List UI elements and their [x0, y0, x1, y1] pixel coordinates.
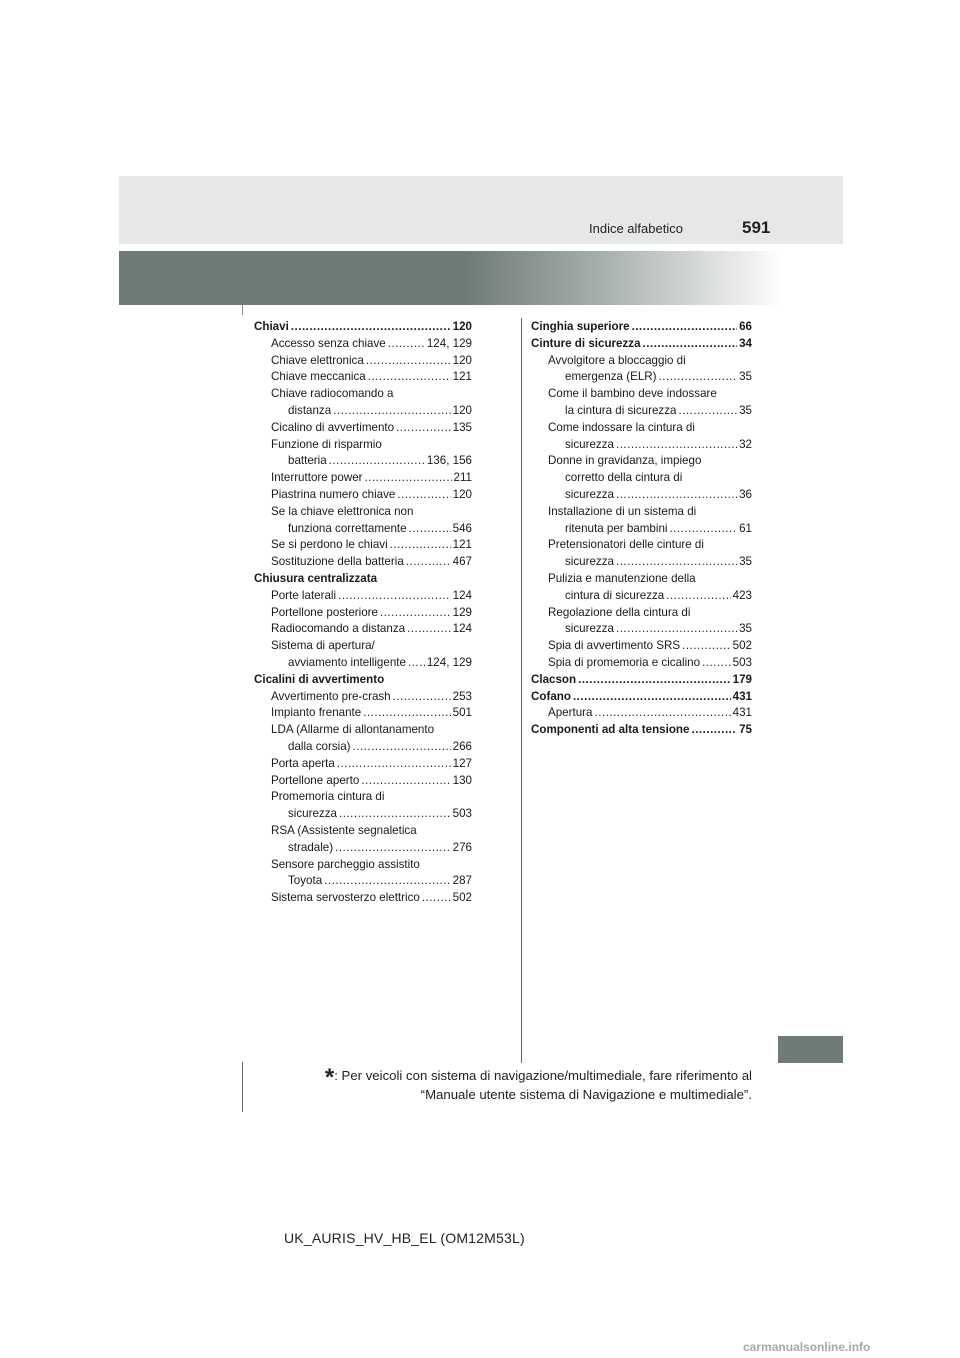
index-entry-label: sicurezza	[565, 437, 614, 451]
index-entry	[254, 605, 472, 622]
footnote-line-2: “Manuale utente sistema di Navigazione e multimediale”.	[420, 1087, 752, 1102]
footnote-line-1: : Per veicoli con sistema di navigazione/multimediale, fare riferimento al	[334, 1068, 752, 1083]
index-entry-label: dalla corsia)	[288, 739, 351, 753]
index-entry	[254, 537, 472, 554]
index-entry-page: 124	[452, 588, 472, 602]
index-entry-label: Apertura	[548, 706, 593, 720]
index-entry-label: Radiocomando a distanza	[271, 622, 406, 636]
dot-leader	[616, 487, 737, 504]
index-entry-label: Spia di promemoria e cicalino	[548, 655, 701, 669]
index-entry-label: Cicalini di avvertimento	[254, 672, 385, 686]
index-entry-label: Interruttore power	[271, 471, 363, 485]
index-entry	[254, 806, 472, 823]
index-entry	[254, 689, 472, 706]
index-entry	[254, 705, 472, 722]
index-entry	[254, 470, 472, 487]
index-entry	[254, 504, 472, 521]
index-entry	[531, 353, 752, 370]
index-entry-page: 211	[453, 471, 472, 485]
index-entry-label: corretto della cintura di	[565, 471, 683, 485]
header-band	[119, 176, 843, 244]
dot-leader	[702, 655, 731, 672]
index-entry-page: 431	[732, 689, 752, 703]
index-entry	[531, 705, 752, 722]
index-entry	[254, 873, 472, 890]
column-divider	[521, 318, 522, 1063]
index-entry-page: 502	[732, 639, 752, 653]
dot-leader	[338, 588, 451, 605]
index-entry-page: 431	[732, 706, 752, 720]
index-entry-label: Cinture di sicurezza	[531, 336, 641, 350]
dot-leader	[396, 420, 451, 437]
index-entry	[254, 672, 472, 689]
index-entry-label: Avvertimento pre-crash	[271, 689, 391, 703]
index-entry	[531, 487, 752, 504]
index-entry	[531, 403, 752, 420]
index-entry-label: Se la chiave elettronica non	[271, 504, 414, 518]
index-entry-page: 121	[452, 538, 472, 552]
index-entry-label: batteria	[288, 454, 327, 468]
dot-leader	[409, 521, 451, 538]
index-entry-page: 129	[452, 605, 472, 619]
dot-leader	[691, 722, 737, 739]
index-entry-label: RSA (Assistente segnaletica	[271, 823, 417, 837]
index-entry	[254, 336, 472, 353]
dot-leader	[363, 705, 450, 722]
index-entry-page: 124	[452, 622, 472, 636]
index-entry	[531, 336, 752, 353]
index-entry	[531, 638, 752, 655]
index-entry-label: Come indossare la cintura di	[548, 420, 695, 434]
index-entry-label: stradale)	[288, 840, 334, 854]
dot-leader	[682, 638, 731, 655]
footnote	[308, 1066, 752, 1104]
index-entry-label: funziona correttamente	[288, 521, 407, 535]
index-entry	[531, 453, 752, 470]
index-entry-label: emergenza (ELR)	[565, 370, 657, 384]
dot-leader	[678, 403, 737, 420]
index-entry-label: Cinghia superiore	[531, 320, 630, 333]
index-entry-label: sicurezza	[565, 555, 614, 569]
watermark: carmanualsonline.info	[743, 1340, 871, 1354]
index-entry	[531, 537, 752, 554]
index-entry-label: cintura di sicurezza	[565, 588, 665, 602]
dot-leader	[408, 655, 425, 672]
section-tab-marker	[778, 1036, 843, 1063]
index-entry-label: Sistema servosterzo elettrico	[271, 891, 420, 905]
index-entry-page: 35	[739, 622, 752, 636]
dot-leader	[616, 554, 737, 571]
dot-leader	[573, 689, 731, 706]
index-entry-label: Impianto frenante	[271, 706, 362, 720]
page-number: 591	[742, 218, 771, 237]
dot-leader	[368, 369, 451, 386]
index-entry-label: Donne in gravidanza, impiego	[548, 454, 702, 468]
index-entry-label: la cintura di sicurezza	[565, 403, 677, 417]
index-entry	[254, 655, 472, 672]
index-entry	[254, 453, 472, 470]
dot-leader	[616, 621, 737, 638]
index-entry	[531, 672, 752, 689]
dot-leader	[594, 705, 730, 722]
document-code: UK_AURIS_HV_HB_EL (OM12M53L)	[284, 1230, 525, 1246]
index-entry	[254, 857, 472, 874]
index-entry	[254, 739, 472, 756]
index-entry-label: Chiusura centralizzata	[254, 571, 378, 585]
index-entry-label: Chiave meccanica	[271, 370, 366, 384]
index-entry-page: 75	[739, 723, 752, 737]
index-entry	[254, 789, 472, 806]
index-entry	[254, 353, 472, 370]
index-column-right	[531, 319, 752, 739]
index-entry	[531, 605, 752, 622]
dot-leader	[632, 319, 738, 336]
dot-leader	[659, 369, 738, 386]
index-entry	[254, 319, 472, 336]
index-entry-page: 135	[452, 420, 472, 434]
dot-leader	[339, 806, 451, 823]
index-entry	[254, 369, 472, 386]
index-entry-page: 127	[452, 756, 472, 770]
index-entry-label: Avvolgitore a bloccaggio di	[548, 353, 686, 367]
index-entry-label: Come il bambino deve indossare	[548, 387, 717, 401]
index-entry-page: 61	[739, 521, 752, 535]
index-entry	[254, 773, 472, 790]
dot-leader	[643, 336, 738, 353]
index-entry	[254, 722, 472, 739]
index-entry	[531, 386, 752, 403]
index-entry-page: 120	[452, 320, 472, 333]
dot-leader	[393, 689, 451, 706]
index-entry-label: Funzione di risparmio	[271, 437, 382, 451]
index-entry	[531, 369, 752, 386]
index-entry-page: 266	[452, 739, 472, 753]
dot-leader	[578, 672, 731, 689]
index-entry	[254, 437, 472, 454]
dot-leader	[669, 521, 737, 538]
index-entry-label: Accesso senza chiave	[271, 336, 386, 350]
index-entry-label: distanza	[288, 403, 332, 417]
dot-leader	[388, 336, 425, 353]
index-entry-page: 35	[739, 555, 752, 569]
dot-leader	[361, 773, 450, 790]
index-entry-page: 423	[732, 588, 752, 602]
dot-leader	[407, 621, 451, 638]
dot-leader	[337, 756, 451, 773]
index-entry	[254, 554, 472, 571]
index-entry	[531, 319, 752, 336]
index-entry-label: sicurezza	[288, 807, 337, 821]
index-entry	[254, 420, 472, 437]
index-entry-page: 130	[452, 773, 472, 787]
index-entry-page: 34	[739, 336, 752, 350]
index-entry-page: 546	[452, 521, 472, 535]
left-margin-rule-bottom	[242, 1062, 243, 1112]
index-entry	[254, 840, 472, 857]
index-entry-label: Spia di avvertimento SRS	[548, 639, 681, 653]
index-entry	[254, 487, 472, 504]
index-entry	[531, 521, 752, 538]
index-entry-label: Cicalino di avvertimento	[271, 420, 395, 434]
index-entry	[531, 689, 752, 706]
dot-leader	[365, 470, 452, 487]
dot-leader	[380, 605, 451, 622]
index-entry-label: Sistema di apertura/	[271, 639, 375, 653]
index-entry-label: Clacson	[531, 672, 577, 686]
index-entry	[254, 588, 472, 605]
index-entry-label: Promemoria cintura di	[271, 790, 385, 804]
index-entry-label: Porta aperta	[271, 756, 335, 770]
index-entry	[531, 621, 752, 638]
index-entry-page: 36	[739, 487, 752, 501]
index-entry	[531, 655, 752, 672]
dot-leader	[666, 588, 730, 605]
dot-leader	[390, 537, 451, 554]
index-entry	[531, 554, 752, 571]
index-entry	[531, 588, 752, 605]
dot-leader	[366, 353, 451, 370]
index-entry-page: 276	[452, 840, 472, 854]
index-entry-label: Sensore parcheggio assistito	[271, 857, 420, 871]
index-entry-page: 124, 129	[426, 655, 472, 669]
index-entry	[531, 470, 752, 487]
dot-leader	[335, 840, 451, 857]
index-entry-page: 35	[739, 403, 752, 417]
index-entry-label: Chiavi	[254, 320, 289, 333]
index-entry-label: avviamento intelligente	[288, 655, 406, 669]
index-entry-page: 287	[452, 874, 472, 888]
dot-leader	[406, 554, 451, 571]
index-entry-page: 253	[452, 689, 472, 703]
index-entry-page: 501	[452, 706, 472, 720]
index-entry	[531, 722, 752, 739]
index-entry-label: Portellone aperto	[271, 773, 360, 787]
dot-leader	[616, 437, 737, 454]
dot-leader	[422, 890, 451, 907]
index-entry-page: 120	[452, 403, 472, 417]
index-entry-label: Pulizia e manutenzione della	[548, 571, 696, 585]
index-entry-page: 124, 129	[426, 336, 472, 350]
index-entry-label: Componenti ad alta tensione	[531, 723, 690, 737]
dot-leader	[324, 873, 450, 890]
index-entry	[254, 823, 472, 840]
dot-leader	[291, 319, 451, 336]
index-entry-label: sicurezza	[565, 487, 614, 501]
index-entry	[531, 420, 752, 437]
index-entry-label: Sostituzione della batteria	[271, 555, 404, 569]
index-entry-page: 66	[739, 320, 752, 333]
index-entry-label: Piastrina numero chiave	[271, 487, 396, 501]
index-entry-page: 503	[452, 807, 472, 821]
index-entry-label: Cofano	[531, 689, 571, 703]
index-entry-label: Regolazione della cintura di	[548, 605, 691, 619]
index-entry-page: 120	[452, 487, 472, 501]
index-entry	[254, 386, 472, 403]
dot-leader	[353, 739, 451, 756]
header-gradient-bar	[119, 251, 784, 305]
index-entry-page: 120	[452, 353, 472, 367]
index-entry	[531, 571, 752, 588]
index-entry-label: Installazione di un sistema di	[548, 504, 697, 518]
index-entry-page: 502	[452, 891, 472, 905]
index-entry-page: 32	[739, 437, 752, 451]
index-entry-label: Chiave elettronica	[271, 353, 364, 367]
index-entry-label: Chiave radiocomando a	[271, 387, 394, 401]
index-entry	[531, 437, 752, 454]
index-entry-label: sicurezza	[565, 622, 614, 636]
left-margin-rule-top	[242, 305, 243, 315]
index-entry-page: 503	[732, 655, 752, 669]
index-entry	[254, 638, 472, 655]
index-entry-page: 121	[452, 370, 472, 384]
index-entry-page: 35	[739, 370, 752, 384]
index-entry	[254, 756, 472, 773]
section-title: Indice alfabetico	[589, 221, 683, 236]
index-entry	[254, 890, 472, 907]
index-entry	[531, 504, 752, 521]
dot-leader	[329, 453, 425, 470]
index-entry-label: Se si perdono le chiavi	[271, 538, 388, 552]
index-entry-page: 467	[452, 555, 472, 569]
index-entry-label: Portellone posteriore	[271, 605, 378, 619]
index-entry-label: Porte laterali	[271, 588, 337, 602]
dot-leader	[397, 487, 450, 504]
index-entry	[254, 621, 472, 638]
index-entry-label: Toyota	[288, 874, 323, 888]
footnote-asterisk: *	[324, 1064, 335, 1091]
dot-leader	[333, 403, 450, 420]
index-column-left	[254, 319, 472, 907]
index-entry-label: LDA (Allarme di allontanamento	[271, 723, 435, 737]
index-entry	[254, 571, 472, 588]
index-entry-label: Pretensionatori delle cinture di	[548, 538, 704, 552]
index-entry-page: 136, 156	[426, 454, 472, 468]
index-entry-label: ritenuta per bambini	[565, 521, 668, 535]
index-entry-page: 179	[732, 672, 752, 686]
index-entry	[254, 403, 472, 420]
index-entry	[254, 521, 472, 538]
